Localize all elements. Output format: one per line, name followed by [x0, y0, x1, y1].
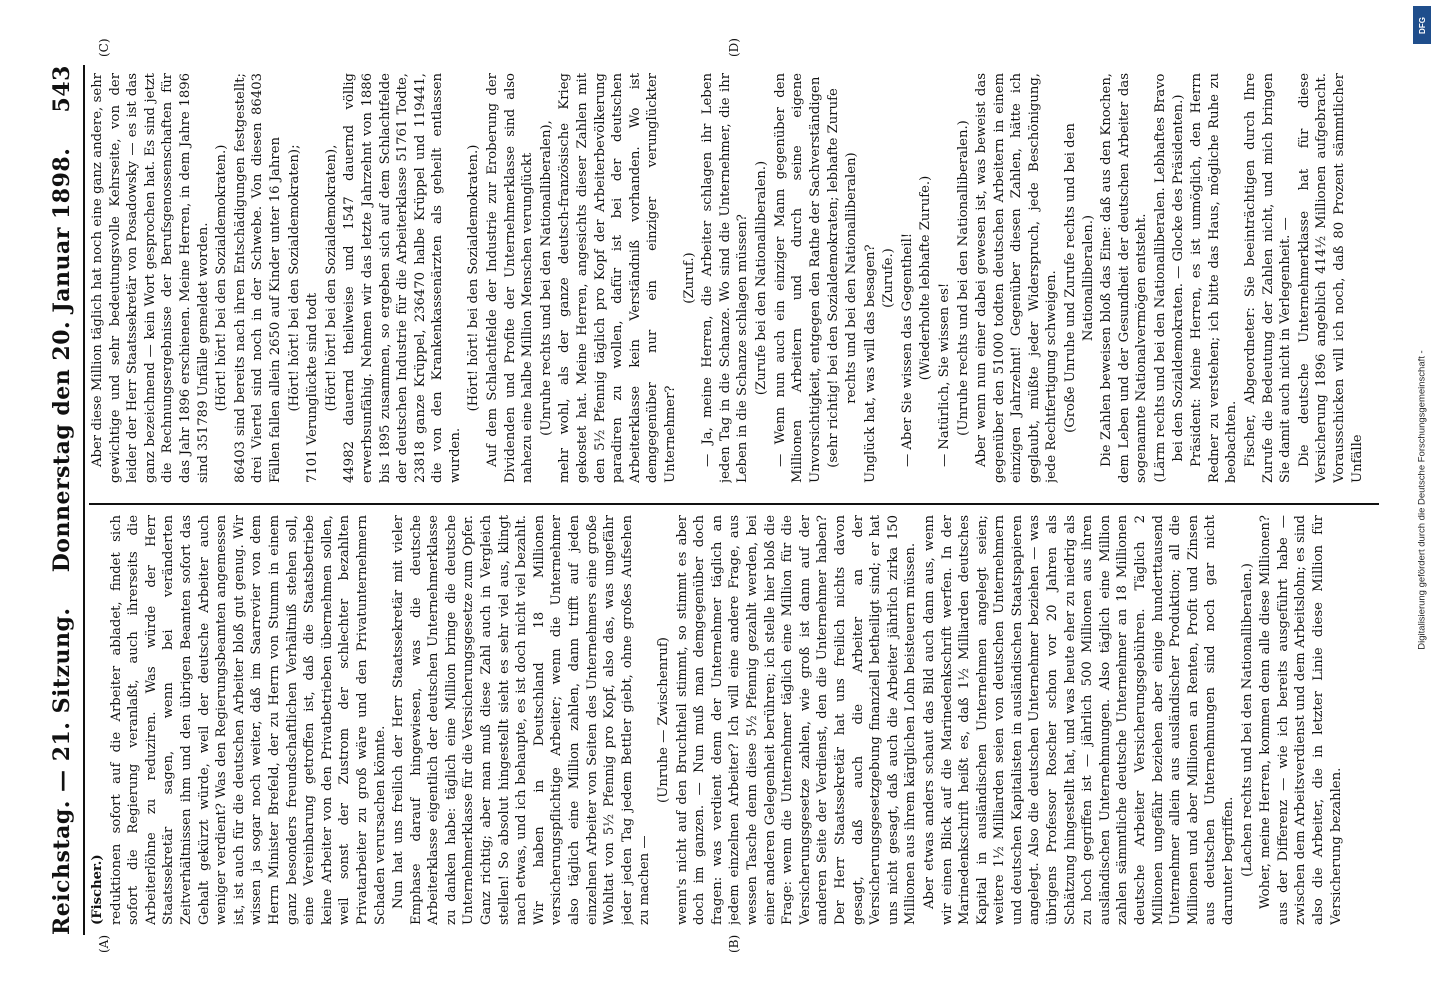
digitization-notice: Digitalisierung gefördert durch die Deutsche Forschungsgemeinschaft -: [1416, 350, 1428, 650]
digitization-stamp: [1410, 0, 1434, 1000]
paragraph: 7101 Verunglückte sind todt: [305, 292, 321, 483]
margin-mark-b: (B): [727, 934, 741, 953]
interjection: (sehr richtig! bei den Sozialdemokraten; lebhafte Zurufe rechts und bei den Nationalliberalen): [826, 88, 859, 468]
speaker-note: (Fischer.): [90, 854, 105, 925]
paragraph: Aber diese Million täglich hat noch eine ganz andere, sehr gewichtige und sehr bedeutungsvolle Kehrseite, von der leider der Herr Staatssekretär von Posadowsky — es ist das ganz bezeichnend — kein Wort gesprochen hat. Es sind jetzt die Rechnungsergebnisse der Berufsgenossenschaften für das Jahr 1896 erschienen. Meine Herren, in dem Jahre 1896 sind 351789 Unfälle gemeldet worden.: [90, 73, 211, 483]
interjection: (Unruhe rechts und bei den Nationalliberalen),: [538, 120, 554, 436]
interjection: (Lachen rechts und bei den Nationalliberalen.): [1239, 563, 1255, 877]
interjection: (Unruhe — Zwischenruf): [656, 637, 671, 803]
paragraph: Die Zahlen beweisen bloß das Eine: daß aus den Knochen, dem Leben und der Gesundheit der deutschen Arbeiter das sogenannte Nationalvermögen entsteht.: [1099, 73, 1150, 483]
interjection: (Große Unruhe und Zurufe rechts und bei den Nationalliberalen.): [1063, 123, 1096, 433]
right-column: [89, 73, 1383, 483]
interjection: (Zurufe.): [881, 248, 897, 308]
interjection: (Zurufe bei den Nationalliberalen.): [753, 160, 769, 396]
margin-mark-a: (A): [97, 934, 111, 953]
paragraph: — Aber Sie wissen das Gegentheil!: [899, 232, 915, 467]
paragraph: reduktionen sofort auf die Arbeiter abladet, findet sich sofort die Regierung veranlaßt, auch ihrerseits die Arbeiterlöhne zu reduziren. Was würde der Herr Staatssekretär sagen, wenn bei veränderten Zeitverhältnissen ihm und den übrigen Beamten sofort das Gehalt gekürzt würde, weil der deutsche Arbeiter auch weniger verdient? Was den Regierungsbeamten angemessen ist, ist auch für die deutschen Arbeiter bloß gut genug. Wir wissen ja sogar noch weiter, daß im Saarrevier von dem Herrn Minister Brefeld, der zu Herrn von Stumm in einem ganz besonders freundschaftlichen Verhältniß stehen soll, eine Vereinbarung getroffen ist, daß die Staatsbetriebe keine Arbeiter von den Privatbetrieben übernehmen sollen, weil sonst der Zustrom der schlechter bezahlten Privatarbeiter zu groß wäre und den Privatunternehmern Schaden verursachen könnte.: [108, 515, 388, 925]
interjection: (Hört! hört! bei den Sozialdemokraten.): [214, 144, 230, 412]
paragraph: Auf dem Schlachtfelde der Industrie zur Eroberung der Dividenden und Profite der Unternehmerklasse sind also nahezu eine halbe Million Menschen verunglückt: [485, 73, 536, 483]
margin-mark-c: (C): [97, 38, 111, 57]
interjection: (Unruhe rechts und bei den Nationalliberalen.): [955, 120, 971, 436]
paragraph: — Wenn nun auch ein einziger Mann gegenüber den Millionen Arbeitern und durch seine eigene Unvorsichtigkeit, entgegen den Rathe der Sachverständigen: [772, 73, 823, 483]
column-divider: [89, 503, 1379, 505]
paragraph: Aber etwas anders schaut das Bild auch dann aus, wenn wir einen Blick auf die Marinedenkschrift werfen. In der Marinedenkschrift heißt es, daß 1½ Milliarden deutsches Kapital in ausländischen Unternehmen angelegt seien; weitere 1½ Milliarden seien von deutschen Unternehmern und deutschen Kapitalisten in ausländischen Staatspapieren angelegt. Also die deutschen Unternehmer beziehen — was übrigens Professor Roscher schon vor 20 Jahren als Schätzung hingestellt hat, und was heute eher zu niedrig als zu hoch gegriffen ist — jährlich 500 Millionen aus ihren ausländischen Unternehmungen. Also täglich eine Million zahlen sämmtliche deutsche Unternehmer an 18 Millionen deutsche Arbeiter Versicherungsgebühren. Täglich 2 Millionen ungefähr beziehen aber einige hunderttausend Unternehmer allein aus ausländischer Produktion; all die Millionen und aber Millionen an Renten, Profit und Zinsen aus deutschen Unternehmungen sind noch gar nicht darunter begriffen.: [921, 515, 1236, 925]
paragraph: Aber wenn nun einer dabei gewesen ist, was beweist das gegenüber den 51000 todten deutschen Arbeitern in einem einzigen Jahrzehnt! Gegenüber diesen Zahlen, hätte ich geglaubt, müßte jeder Widerspruch, jede Beschönigung, jede Rechtfertigung schweigen.: [974, 73, 1060, 483]
interjection: (Lärm rechts und bei den Nationalliberalen. Lebhaftes Bravo bei den Sozialdemokraten. — Glocke des Präsidenten.): [1153, 73, 1186, 483]
dfg-logo-text: DFG: [1417, 16, 1427, 34]
paragraph: wenn's nicht auf den Bruchtheil stimmt, so stimmt es aber doch im ganzen. — Nun muß man demgegenüber doch fragen: was verdient denn der Unternehmer täglich an jedem einzelnen Arbeiter? Ich will eine andere Frage, aus wessen Tasche denn diese 5½ Pfennig gezahlt werden, bei einer anderen Gelegenheit berühren; ich stelle hier bloß die Frage: wenn die Unternehmer täglich eine Million für die Versicherungsgesetze zahlen, wie groß ist dann auf der anderen Seite der Verdienst, den die Unternehmer haben? Der Herr Staatssekretär hat uns freilich nichts davon gesagt, daß auch die Arbeiter an der Versicherungsgesetzgebung finanziell betheiligt sind; er hat uns nicht gesagt, daß auch die Arbeiter jährlich zirka 150 Millionen aus ihrem kärglichen Lohn beisteuern müssen.: [674, 515, 919, 925]
paragraph: Woher, meine Herren, kommen denn alle diese Millionen? aus der Differenz — wie ich bereits ausgeführt habe — zwischen dem Arbeitsverdienst und dem Arbeitslohn; es sind also die Arbeiter, die in letzter Linie diese Million für Versicherung bezahlen.: [1258, 515, 1344, 925]
interjection: (Wiederholte lebhafte Zurufe.): [918, 175, 934, 381]
interjection: (Hört! hört! bei den Sozialdemokraten),: [323, 144, 339, 412]
paragraph: — Natürlich, Sie wissen es!: [936, 282, 952, 467]
margin-mark-d: (D): [727, 38, 741, 57]
interjection: (Zuruf.): [681, 252, 697, 304]
paragraph: 86403 sind bereits nach ihren Entschädigungen festgestellt; drei Viertel sind noch in der Schwebe. Von diesen 86403 Fällen fallen allein 2650 auf Kinder unter 16 Jahren: [232, 73, 283, 483]
paragraph: — Ja, meine Herren, die Arbeiter schlagen ihr Leben jeden Tag in die Schanze. Wo sind die Unternehmer, die ihr Leben in die Schanze schlagen müssen?: [700, 73, 751, 483]
paragraph: 44982 dauernd theilweise und 1547 dauernd völlig erwerbsunfähig. Nehmen wir das letzte Jahrzehnt von 1886 bis 1895 zusammen, so ergeben sich auf dem Schlachtfelde der deutschen Industrie für die Arbeiterklasse 51761 Todte, 23818 ganze Krüppel, 236470 halbe Krüppel und 119441, die von den Krankenkassenärzten als geheilt entlassen wurden.: [342, 73, 463, 483]
page-number: 543: [49, 65, 75, 113]
rotated-document-page: [37, 25, 1397, 975]
header-left: Reichstag. — 21. Sitzung.: [49, 607, 75, 935]
interjection: (Hört! hört! bei den Sozialdemokraten.): [466, 144, 482, 412]
interjection: (Hört! hört! bei den Sozialdemokraten);: [286, 144, 302, 412]
left-column: [89, 515, 1383, 925]
page-header: [45, 65, 79, 935]
paragraph: Die deutsche Unternehmerklasse hat für diese Versicherung 1896 angeblich 414½ Millionen aufgebracht. Vorausschicken will ich noch, daß 80 Prozent sämmtlicher Unfälle: [1296, 73, 1365, 483]
paragraph: mehr wohl, als der ganze deutsch-französische Krieg gekostet hat. Meine Herren, angesichts dieser Zahlen mit den 5½ Pfennig täglich pro Kopf der Arbeiterbevölkerung paradiren zu wollen, dafür ist bei der deutschen Arbeiterklasse kein Verständniß vorhanden. Wo ist demgegenüber nur ein einziger verunglückter Unternehmer?: [557, 73, 678, 483]
paragraph: Präsident: Meine Herren, es ist unmöglich, den Herrn Redner zu verstehen; ich bitte das Haus, mögliche Ruhe zu beobachten.: [1189, 73, 1240, 483]
header-rule: [83, 65, 85, 935]
paragraph: Fischer, Abgeordneter: Sie beeinträchtigen durch Ihre Zurufe die Bedeutung der Zahlen nicht, und mich bringen Sie damit auch nicht in Verlegenheit. —: [1243, 73, 1294, 483]
dfg-logo: [1413, 6, 1431, 44]
header-date: Donnerstag den 20. Januar 1898.: [49, 147, 75, 573]
paragraph: Unglück hat, was will das besagen?: [862, 244, 878, 483]
paragraph: Nun hat uns freilich der Herr Staatssekretär mit vieler Emphase darauf hingewiesen, was die deutsche Arbeiterklasse eigentlich der deutschen Unternehmerklasse zu danken habe: täglich eine Million bringe die deutsche Unternehmerklasse für die Versicherungsgesetze zum Opfer. Ganz richtig; aber man muß diese Zahl auch in Vergleich stellen! So absolut hingestellt sieht es sehr viel aus, klingt nach etwas, und ich behaupte, es ist doch nicht viel bezahlt. Wir haben in Deutschland 18 Millionen versicherungspflichtige Arbeiter; wenn die Unternehmer also täglich eine Million zahlen, dann trifft auf jeden einzelnen Arbeiter von Seiten des Unternehmers eine große Wohltat von 5½ Pfennig pro Kopf, also das, was ungefähr jeder jeden Tag jedem Bettler giebt, ohne großes Aufsehen zu machen —: [391, 515, 653, 925]
